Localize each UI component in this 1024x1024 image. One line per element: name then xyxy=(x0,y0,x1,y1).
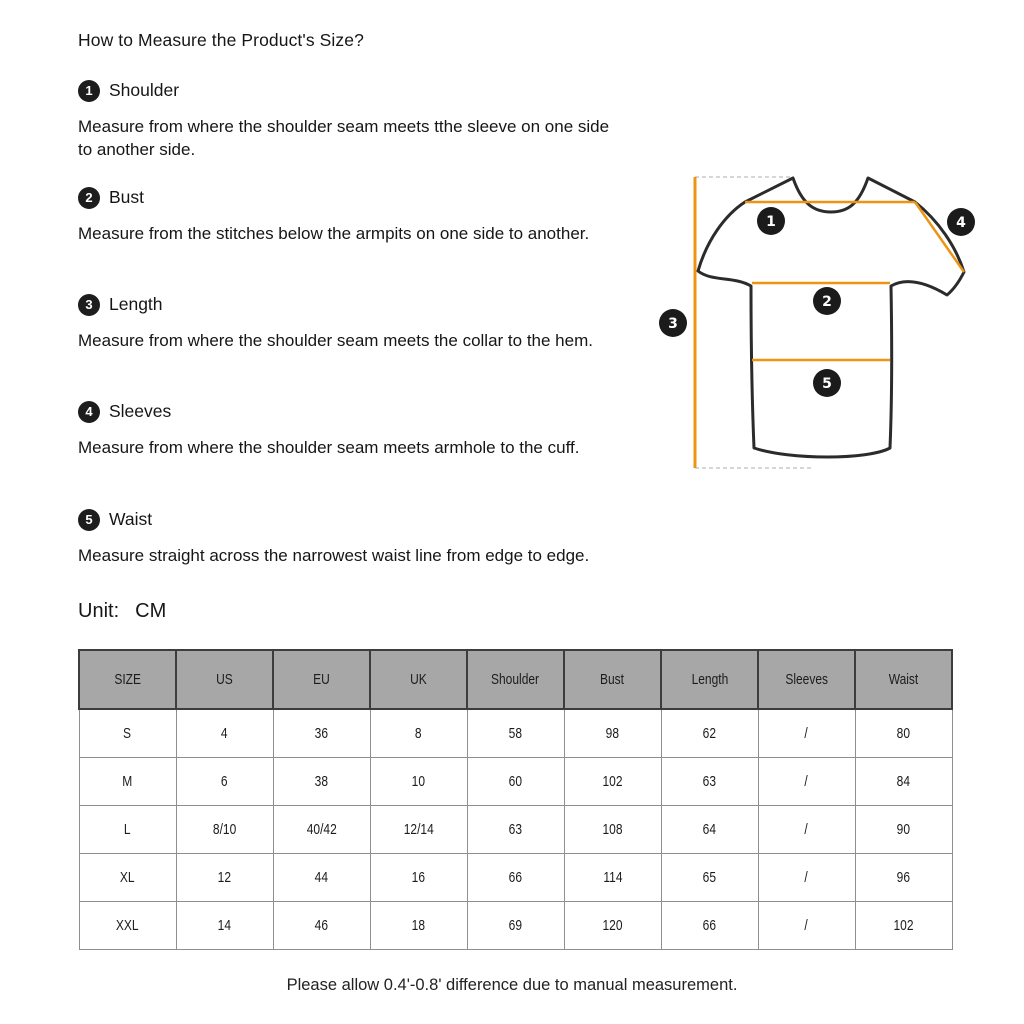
size-cell: / xyxy=(758,902,855,950)
size-cell: 65 xyxy=(661,854,758,902)
tshirt-measurement-diagram xyxy=(650,160,1010,490)
col-header-sleeves: Sleeves xyxy=(758,650,855,709)
size-cell: 10 xyxy=(370,758,467,806)
size-cell: 12 xyxy=(176,854,273,902)
size-cell: 8 xyxy=(370,709,467,758)
instruction-sleeves xyxy=(78,400,626,460)
size-cell: 36 xyxy=(273,709,370,758)
table-row-l xyxy=(79,806,952,854)
instruction-label: Shoulder xyxy=(109,80,180,100)
measurement-disclaimer: Please allow 0.4'-0.8' difference due to manual measurement. xyxy=(286,976,738,994)
col-header-us: US xyxy=(176,650,273,709)
unit-value: CM xyxy=(135,600,167,622)
col-header-waist: Waist xyxy=(855,650,952,709)
instruction-heading xyxy=(78,186,626,209)
size-cell: 6 xyxy=(176,758,273,806)
size-cell: 18 xyxy=(370,902,467,950)
step-5-badge: 5 xyxy=(78,509,100,531)
instruction-description: Measure from where the shoulder seam meets armhole to the cuff. xyxy=(78,438,580,457)
size-cell: S xyxy=(79,709,176,758)
instruction-description: Measure straight across the narrowest waist line from edge to edge. xyxy=(78,546,590,565)
instruction-label: Length xyxy=(109,294,163,314)
instruction-heading xyxy=(78,79,626,102)
size-cell: 40/42 xyxy=(273,806,370,854)
svg-text:5: 5 xyxy=(822,376,832,392)
svg-text:1: 1 xyxy=(766,214,776,230)
size-cell: 69 xyxy=(467,902,564,950)
step-1-badge: 1 xyxy=(78,80,100,102)
size-cell: 120 xyxy=(564,902,661,950)
size-cell: 66 xyxy=(467,854,564,902)
size-cell: 60 xyxy=(467,758,564,806)
step-4-badge: 4 xyxy=(78,401,100,423)
table-row-xl xyxy=(79,854,952,902)
size-cell: 63 xyxy=(661,758,758,806)
size-cell: 90 xyxy=(855,806,952,854)
marker-3-length xyxy=(659,309,687,337)
table-row-s xyxy=(79,709,952,758)
svg-text:2: 2 xyxy=(822,294,832,310)
size-cell: 64 xyxy=(661,806,758,854)
unit-label: Unit: xyxy=(78,600,120,622)
size-cell: 114 xyxy=(564,854,661,902)
instruction-heading xyxy=(78,400,626,423)
table-row-m xyxy=(79,758,952,806)
instruction-description: Measure from where the shoulder seam meets tthe sleeve on one side to another side. xyxy=(78,117,610,159)
size-cell: 14 xyxy=(176,902,273,950)
instruction-label: Sleeves xyxy=(109,401,172,421)
table-header-row xyxy=(79,650,952,709)
size-cell: 62 xyxy=(661,709,758,758)
size-cell: L xyxy=(79,806,176,854)
size-cell: 4 xyxy=(176,709,273,758)
marker-5-waist xyxy=(813,369,841,397)
instruction-bust xyxy=(78,186,626,246)
size-cell: 102 xyxy=(564,758,661,806)
tshirt-outline xyxy=(698,178,964,457)
table-row-xxl xyxy=(79,902,952,950)
instruction-label: Bust xyxy=(109,187,145,207)
instruction-description: Measure from the stitches below the armpits on one side to another. xyxy=(78,224,590,243)
unit-line xyxy=(78,600,166,623)
col-header-uk: UK xyxy=(370,650,467,709)
size-cell: 46 xyxy=(273,902,370,950)
svg-text:3: 3 xyxy=(668,316,678,332)
instruction-label: Waist xyxy=(109,509,153,529)
instruction-length xyxy=(78,293,626,353)
col-header-length: Length xyxy=(661,650,758,709)
size-cell: 12/14 xyxy=(370,806,467,854)
step-3-badge: 3 xyxy=(78,294,100,316)
size-table xyxy=(78,649,953,950)
marker-1-shoulder xyxy=(757,207,785,235)
size-cell: 96 xyxy=(855,854,952,902)
size-cell: M xyxy=(79,758,176,806)
size-cell: / xyxy=(758,758,855,806)
col-header-bust: Bust xyxy=(564,650,661,709)
instruction-waist xyxy=(78,508,626,568)
size-cell: 44 xyxy=(273,854,370,902)
size-cell: 80 xyxy=(855,709,952,758)
step-2-badge: 2 xyxy=(78,187,100,209)
size-cell: 38 xyxy=(273,758,370,806)
marker-2-bust xyxy=(813,287,841,315)
svg-text:4: 4 xyxy=(956,215,966,231)
size-cell: / xyxy=(758,806,855,854)
instruction-heading xyxy=(78,293,626,316)
instruction-description: Measure from where the shoulder seam meets the collar to the hem. xyxy=(78,331,593,350)
size-cell: XL xyxy=(79,854,176,902)
marker-4-sleeves xyxy=(947,208,975,236)
size-cell: / xyxy=(758,709,855,758)
size-cell: 98 xyxy=(564,709,661,758)
size-cell: 16 xyxy=(370,854,467,902)
size-cell: 63 xyxy=(467,806,564,854)
col-header-shoulder: Shoulder xyxy=(467,650,564,709)
col-header-size: SIZE xyxy=(79,650,176,709)
size-cell: 108 xyxy=(564,806,661,854)
col-header-eu: EU xyxy=(273,650,370,709)
page-title: How to Measure the Product's Size? xyxy=(78,30,364,50)
instruction-shoulder xyxy=(78,79,626,161)
size-cell: / xyxy=(758,854,855,902)
size-cell: 58 xyxy=(467,709,564,758)
size-cell: 102 xyxy=(855,902,952,950)
size-cell: 66 xyxy=(661,902,758,950)
instruction-heading xyxy=(78,508,626,531)
size-cell: 84 xyxy=(855,758,952,806)
size-cell: XXL xyxy=(79,902,176,950)
size-cell: 8/10 xyxy=(176,806,273,854)
